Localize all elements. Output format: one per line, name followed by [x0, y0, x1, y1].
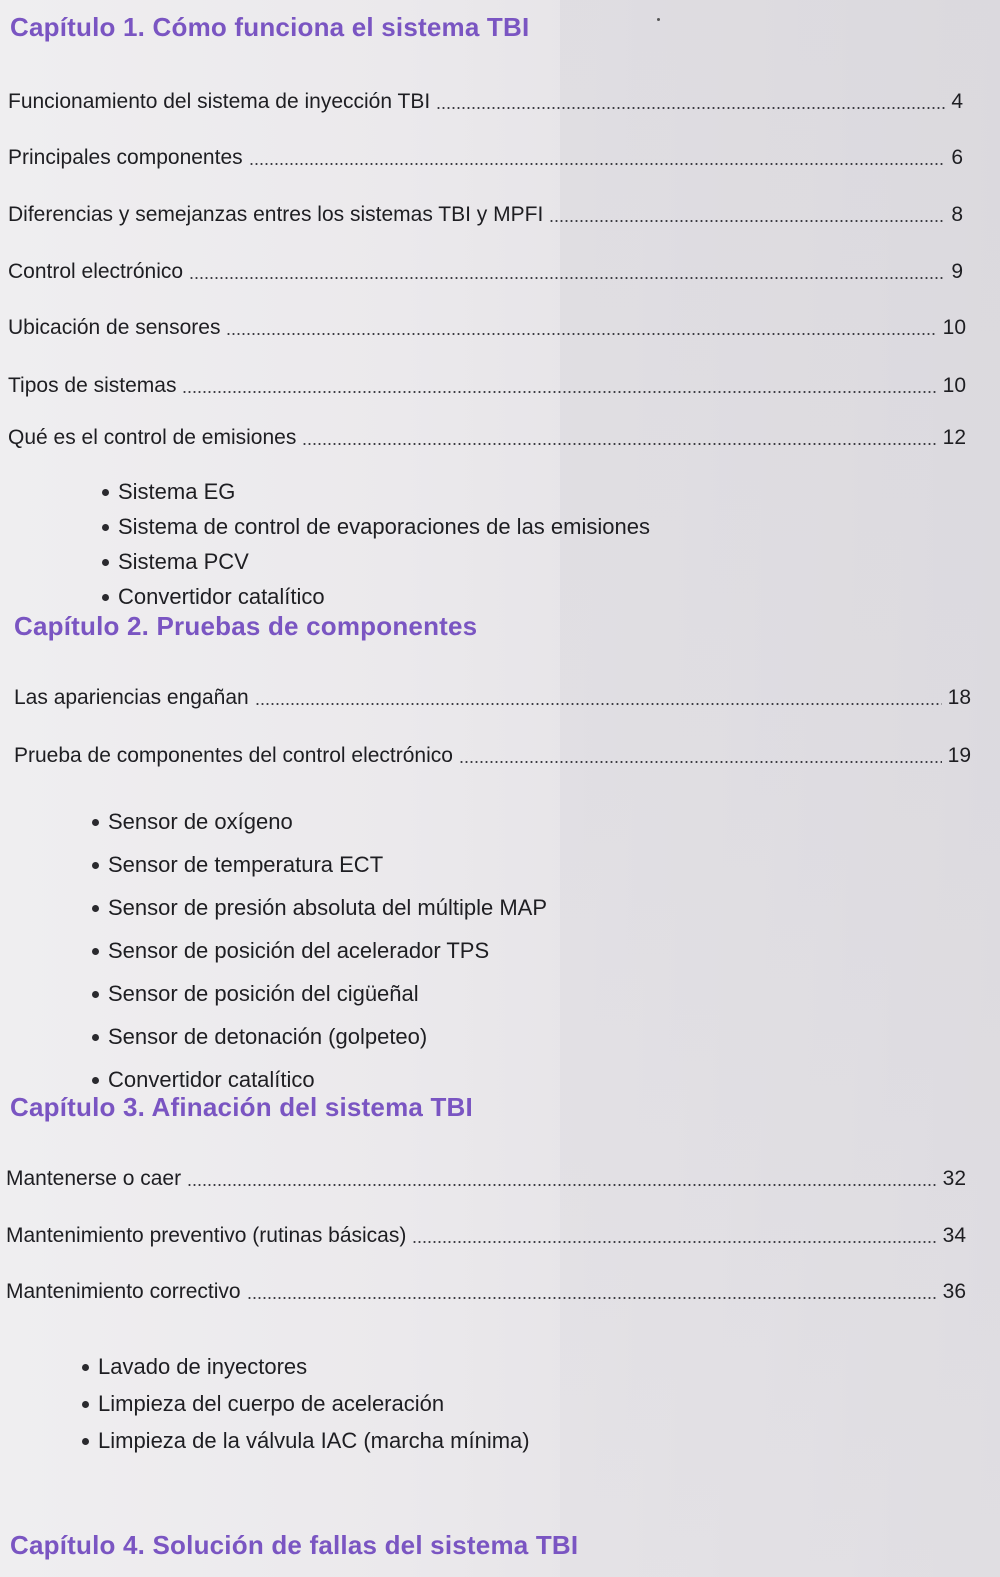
list-item: Sensor de oxígeno — [90, 800, 547, 843]
toc-entry-title: Mantenimiento preventivo (rutinas básicas) — [6, 1224, 407, 1247]
toc-entry-page: 32 — [942, 1167, 966, 1190]
toc-entry-title: Diferencias y semejanzas entres los sistemas TBI y MPFI — [8, 203, 544, 226]
dot-leader — [187, 1184, 937, 1186]
chapter-2-heading: Capítulo 2. Pruebas de componentes — [14, 611, 478, 641]
toc-entry-page: 36 — [942, 1280, 966, 1303]
toc-entry[interactable] — [14, 684, 971, 712]
list-item: Sistema de control de evaporaciones de las emisiones — [100, 509, 650, 544]
toc-entry[interactable] — [8, 372, 966, 400]
toc-entry-title: Qué es el control de emisiones — [8, 426, 297, 449]
list-item: Limpieza de la válvula IAC (marcha mínima) — [80, 1422, 530, 1459]
chapter-3-heading: Capítulo 3. Afinación del sistema TBI — [10, 1092, 473, 1122]
toc-entry-page: 8 — [951, 203, 963, 226]
toc-entry-title: Mantenerse o caer — [6, 1167, 182, 1190]
list-item: Sistema EG — [100, 474, 650, 509]
toc-entry[interactable] — [8, 424, 966, 452]
dot-leader — [182, 391, 936, 393]
dot-leader — [459, 761, 942, 763]
dot-leader — [255, 703, 942, 705]
toc-entry-page: 4 — [951, 90, 963, 113]
chapter-1-bullet-list — [100, 474, 650, 614]
dot-leader — [226, 333, 936, 335]
list-item: Limpieza del cuerpo de aceleración — [80, 1385, 530, 1422]
toc-entry-page: 6 — [951, 146, 963, 169]
list-item: Sistema PCV — [100, 544, 650, 579]
toc-entry-page: 10 — [942, 316, 966, 339]
chapter-3-bullet-list — [80, 1348, 530, 1459]
dot-leader — [436, 107, 945, 109]
dot-leader — [249, 163, 946, 165]
toc-entry[interactable] — [14, 742, 971, 770]
toc-entry-title: Las apariencias engañan — [14, 686, 249, 709]
toc-entry[interactable] — [8, 258, 963, 286]
toc-entry[interactable] — [8, 144, 963, 172]
toc-entry-page: 10 — [942, 374, 966, 397]
list-item: Convertidor catalítico — [100, 579, 650, 614]
dot-leader — [247, 1297, 937, 1299]
toc-entry[interactable] — [8, 88, 963, 116]
dot-leader — [412, 1241, 936, 1243]
dot-leader — [189, 277, 945, 279]
toc-entry-title: Mantenimiento correctivo — [6, 1280, 241, 1303]
list-item: Lavado de inyectores — [80, 1348, 530, 1385]
chapter-1-heading: Capítulo 1. Cómo funciona el sistema TBI — [10, 12, 530, 42]
toc-entry[interactable] — [6, 1165, 966, 1193]
list-item: Convertidor catalítico — [90, 1058, 547, 1101]
toc-entry-title: Ubicación de sensores — [8, 316, 221, 339]
toc-entry-page: 12 — [942, 426, 966, 449]
toc-entry-title: Control electrónico — [8, 260, 184, 283]
list-item: Sensor de posición del acelerador TPS — [90, 929, 547, 972]
toc-entry-title: Tipos de sistemas — [8, 374, 177, 397]
toc-entry[interactable] — [8, 314, 966, 342]
dot-leader — [302, 443, 936, 445]
chapter-4-heading: Capítulo 4. Solución de fallas del sistema TBI — [10, 1530, 579, 1560]
toc-entry[interactable] — [6, 1222, 966, 1250]
toc-entry-title: Principales componentes — [8, 146, 243, 169]
toc-entry[interactable] — [8, 201, 963, 229]
list-item: Sensor de presión absoluta del múltiple MAP — [90, 886, 547, 929]
toc-entry-page: 9 — [951, 260, 963, 283]
dot-leader — [549, 220, 945, 222]
toc-entry[interactable] — [6, 1278, 966, 1306]
toc-entry-page: 18 — [947, 686, 971, 709]
list-item: Sensor de detonación (golpeteo) — [90, 1015, 547, 1058]
toc-entry-title: Prueba de componentes del control electrónico — [14, 744, 453, 767]
toc-entry-title: Funcionamiento del sistema de inyección TBI — [8, 90, 431, 113]
toc-entry-page: 19 — [947, 744, 971, 767]
toc-entry-page: 34 — [942, 1224, 966, 1247]
chapter-2-bullet-list — [90, 800, 547, 1101]
list-item: Sensor de posición del cigüeñal — [90, 972, 547, 1015]
list-item: Sensor de temperatura ECT — [90, 843, 547, 886]
